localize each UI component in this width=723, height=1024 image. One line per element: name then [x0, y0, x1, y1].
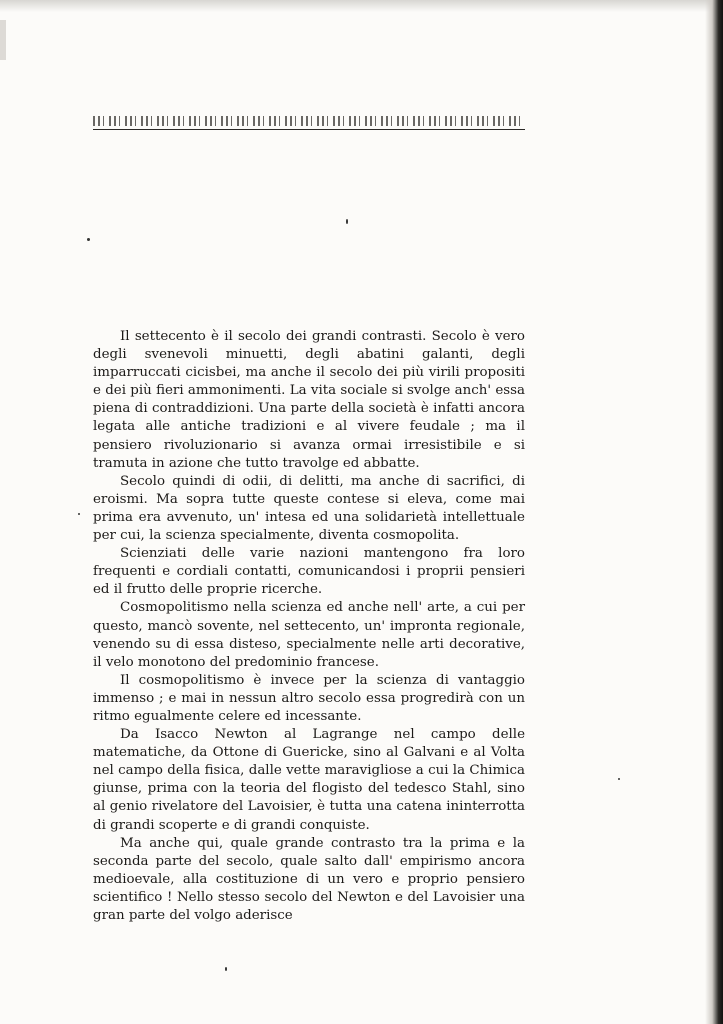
paragraph: Il cosmopolitismo è invece per la scienza di vantaggio immenso ; e mai in nessun altro secolo essa progredirà con un ritmo egualmente celere ed incessante.: [93, 672, 525, 724]
paragraph: Cosmopolitismo nella scienza ed anche nell' arte, a cui per questo, mancò sovente, nel settecento, un' impronta regionale, venendo su di essa disteso, specialmente nelle arti decorative, il velo monotono del predominio francese.: [93, 600, 525, 670]
paragraph: Ma anche qui, quale grande contrasto tra la prima e la seconda parte del secolo, quale salto dall' empirismo ancora medioevale, alla costituzione di un vero e proprio pensiero scientifico ! Nello stesso secolo del Newton e del Lavoisier una gran parte del volgo aderisce: [93, 835, 525, 923]
decorative-header-ornament: [93, 113, 525, 133]
ink-speck: [346, 219, 348, 224]
ink-speck: [78, 513, 80, 515]
paragraph: Da Isacco Newton al Lagrange nel campo delle matematiche, da Ottone di Guericke, sino al Galvani e al Volta nel campo della fisica, dalle vette maravigliose a cui la Chimica giunse, prima con la teoria del flogisto del tedesco Stahl, sino al genio rivelatore del Lavoisier, è tutta una catena ininterrotta di grandi scoperte e di grandi conquiste.: [93, 727, 525, 833]
scan-left-marks: [0, 20, 6, 60]
ink-speck: [225, 967, 227, 971]
ornament-pattern: [93, 116, 525, 126]
scan-right-edge: [705, 0, 723, 1024]
ink-speck: [87, 238, 90, 241]
paragraph: Scienziati delle varie nazioni mantengono fra loro frequenti e cordiali contatti, comunicandosi i proprii pensieri ed il frutto delle proprie ricerche.: [93, 546, 525, 598]
ornament-rule: [93, 129, 525, 130]
ink-speck: [618, 778, 620, 780]
paragraph: Secolo quindi di odii, di delitti, ma anche di sacrifici, di eroismi. Ma sopra tutte queste contese si eleva, come mai prima era avvenuto, un' intesa ed una solidarietà intellettuale per cui, la scienza specialmente, diventa cosmopolita.: [93, 473, 525, 544]
scan-top-edge: [0, 0, 723, 12]
body-text: [93, 328, 525, 925]
paragraph: Il settecento è il secolo dei grandi contrasti. Secolo è vero degli svenevoli minuetti, degli abatini galanti, degli imparruccati cicisbei, ma anche il secolo dei più virili propositi e dei più fieri ammonimenti. La vita sociale si svolge anch' essa piena di contraddizioni. Una parte della società è infatti ancora legata alle antiche tradizioni e al vivere feudale ; ma il pensiero rivoluzionario si avanza ormai irresistibile e si tramuta in azione che tutto travolge ed abbatte.: [93, 329, 525, 471]
